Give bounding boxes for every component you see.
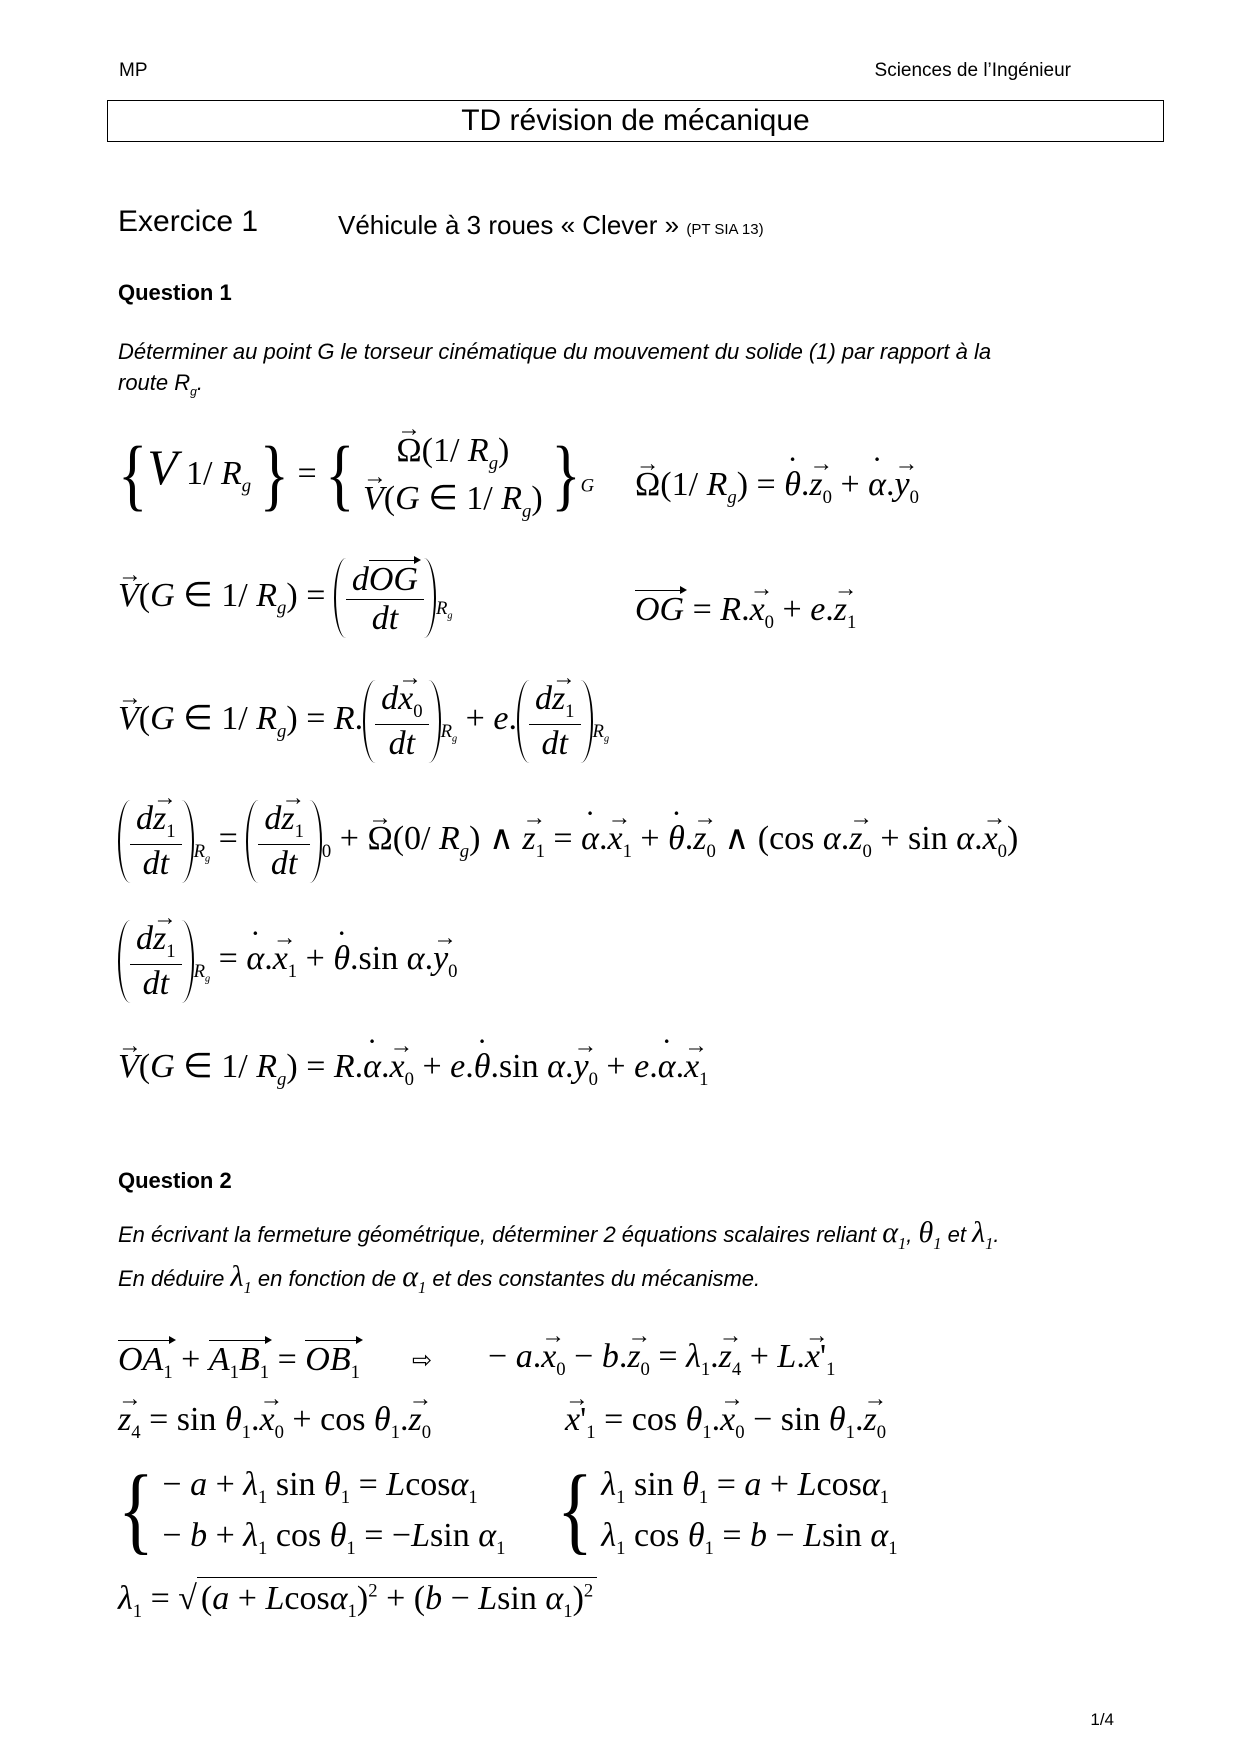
header-class: MP bbox=[119, 60, 148, 81]
equation-velocity-final: → V(G ∈ 1/ $R_g$) = R.˙ $\alpha.\to x_0$ + e.˙ θ.sin $\alpha.\to y_0$ + e.˙ $\alpha.\to x_1$ bbox=[118, 1050, 709, 1090]
equation-z4: → $z_4 = \sin \theta_1.\to x_0 + \cos \theta_1.\to z_0$ bbox=[118, 1403, 431, 1443]
equation-lambda1: $\lambda_1$ = √ $(a + Lcos\alpha_1)^2 + (b - Lsin$ $\alpha_1)^2$ bbox=[118, 1582, 597, 1622]
question-2-heading: Question 2 bbox=[118, 1168, 232, 1193]
question-1-line-1: Déterminer au point G le torseur cinématique du mouvement du solide (1) par rapport à la bbox=[118, 339, 992, 364]
q2-line1-text: En écrivant la fermeture géométrique, déterminer 2 équations scalaires reliant bbox=[118, 1222, 877, 1247]
q1-route-end: . bbox=[196, 370, 204, 395]
question-2-line-2: En déduire $\lambda_1$ en fonction de $\alpha_1$ et des constantes du mécanisme. bbox=[118, 1260, 761, 1297]
q2-line2-a: En déduire bbox=[118, 1266, 225, 1291]
q1-route-sub: g bbox=[190, 384, 197, 399]
exercise-ref: (PT SIA 13) bbox=[686, 221, 764, 238]
equation-og: OG = $R.\to x_0 + e.\to z_1$ bbox=[635, 590, 856, 633]
equation-closure: $OA_1 + A_1B_1 = OB_1$ bbox=[118, 1341, 360, 1383]
q2-line2-b: en fonction de bbox=[257, 1266, 397, 1291]
page-number: 1/4 bbox=[1090, 1710, 1114, 1729]
equation-dz1-derivation: $\frac{d\to z_1}{dt}$ $_{R_g}$ = $\frac{d\to z_1}{dt}$ $_0$ + → Ω(0/ $R_g$) ∧ → $z_1$ = ˙ $\alpha.\to x_1$ + ˙ $\theta.\to z_0$ ∧ (cos $\alpha.\to z_0 + \sin \alpha.\to x_0$) bbox=[118, 800, 1018, 883]
equation-closure-projected: − $a.\to x_0 - b.\to z_0 = \lambda_1.\to z_4 + L.\to x'_1$ bbox=[488, 1340, 835, 1380]
implies-arrow: ⇨ bbox=[412, 1347, 433, 1374]
equation-x1prime: → $x'_1 = \cos \theta_1.\to x_0 - \sin \theta_1.\to z_0$ bbox=[565, 1403, 886, 1443]
equation-velocity-expanded: → V(G ∈ 1/ $R_g) = R$. $\frac{d\to x_0}{dt}$ $_{R_g}$ + e. $\frac{d\to z_1}{dt}$ $_{R_g}$ bbox=[118, 680, 609, 763]
equation-dz1-result: $\frac{d\to z_1}{dt}$ $_{R_g}$ = ˙ $\alpha.\to x_1$ + ˙ θ.sin $\alpha.\to y_0$ bbox=[118, 920, 458, 1003]
q2-line2-c: et des constantes du mécanisme. bbox=[432, 1266, 761, 1291]
q2-line1-period: . bbox=[993, 1222, 1000, 1247]
page-title: TD révision de mécanique bbox=[107, 100, 1164, 142]
header-subject: Sciences de l’Ingénieur bbox=[874, 60, 1071, 81]
exercise-title bbox=[338, 210, 764, 241]
question-1-instruction bbox=[118, 336, 991, 407]
equation-velocity-derivative: → V(G ∈ 1/ $R_g$) = $\frac{\text{dOG}}{dt}$ $_{R_g}$ bbox=[118, 558, 453, 638]
question-1-heading: Question 1 bbox=[118, 280, 232, 305]
system-left: { − $a + \lambda_1$ $\sin \theta_1 = Lcos\alpha_1$ − $b + \lambda_1$ $\cos \theta_1 = -Lsin$ $\alpha_1$ bbox=[118, 1455, 506, 1564]
question-2-line-1: En écrivant la fermeture géométrique, déterminer 2 équations scalaires reliant $\alpha_1$, $\theta_1$ et $\lambda_1$. bbox=[118, 1216, 1000, 1253]
q1-route-text: route R bbox=[118, 370, 191, 395]
exercise-title-text: Véhicule à 3 roues « Clever » bbox=[338, 210, 680, 240]
equation-omega-1: → Ω(1/ $R_g$) = ˙ $\theta.\to z_0$ + ˙ $\alpha.\to y_0$ bbox=[635, 468, 919, 508]
exercise-label: Exercice 1 bbox=[118, 205, 259, 238]
q2-line1-et: et bbox=[947, 1222, 967, 1247]
question-1-line-2 bbox=[118, 367, 991, 407]
equation-torseur: {V 1/ $R_g$ } = { → Ω(1/ $R_g$) → V(G ∈ 1/ $R_g$) }$_G$ bbox=[118, 428, 594, 524]
q2-line1-comma: , bbox=[906, 1222, 913, 1247]
system-right: { $\lambda_1$ $\sin \theta_1 = a + Lcos\alpha_1$ $\lambda_1$ $\cos \theta_1 = b - Lsin$ $\alpha_1$ bbox=[557, 1455, 898, 1564]
